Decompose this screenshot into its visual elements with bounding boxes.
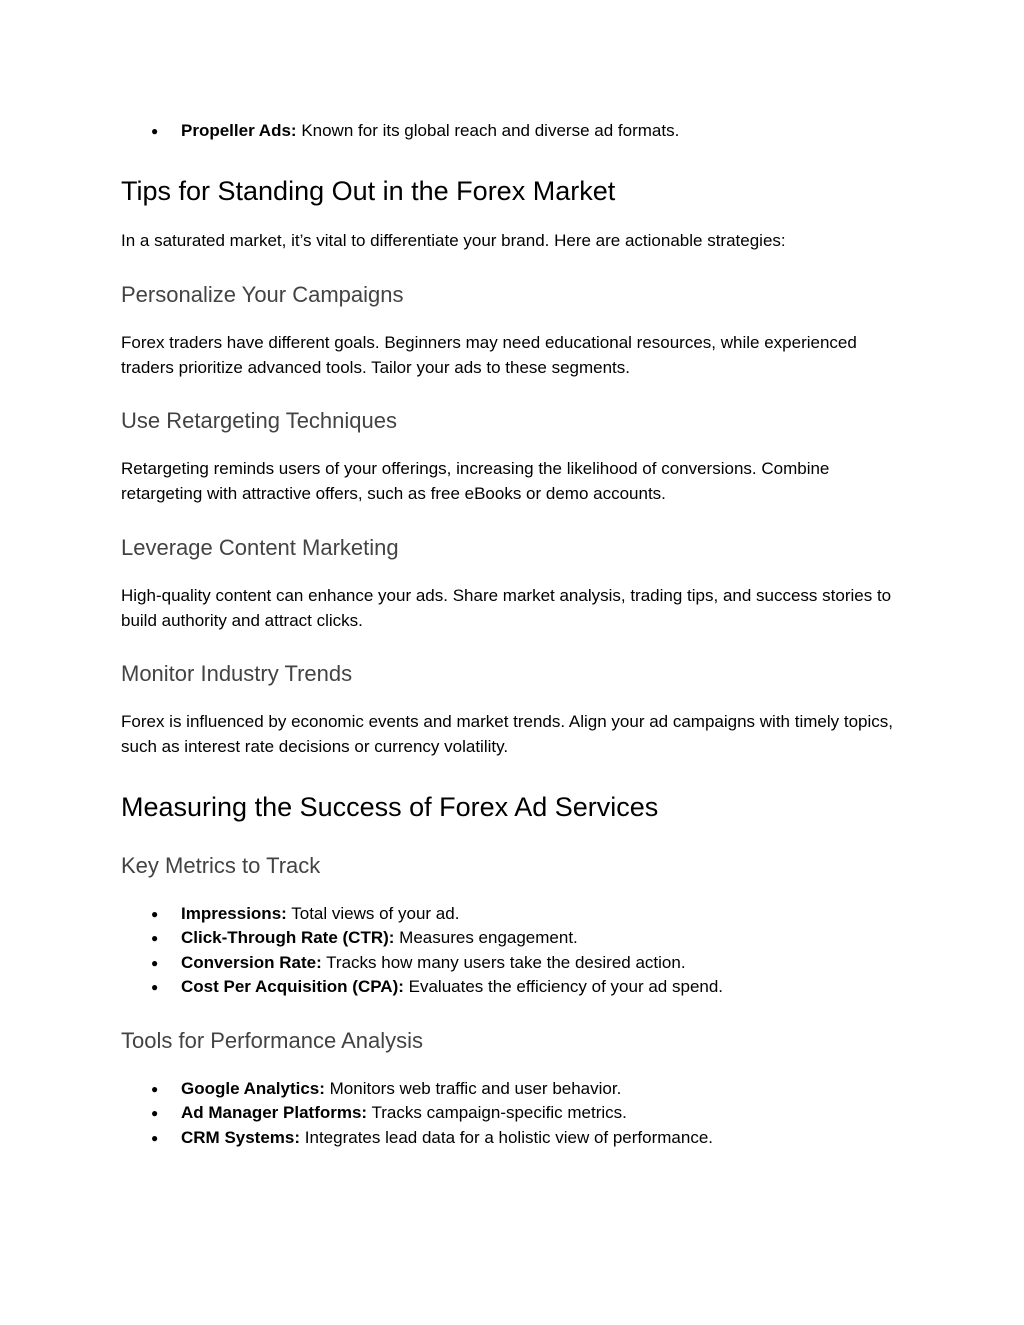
- bullet-icon: ●: [151, 124, 159, 138]
- subsection-heading: Monitor Industry Trends: [121, 661, 353, 686]
- list-item-term: Ad Manager Platforms:: [181, 1103, 368, 1123]
- list-item: [0, 1126, 1024, 1150]
- bullet-icon: ●: [151, 979, 159, 994]
- subsection-body: Forex is influenced by economic events and market trends. Align your ad campaigns with timely topics, such as interest rate decisions or currency volatility.: [121, 712, 893, 756]
- tools-bullet-list: [0, 1077, 1024, 1150]
- bullet-icon: ●: [151, 955, 159, 970]
- list-item: [0, 1077, 1024, 1101]
- section-heading: Measuring the Success of Forex Ad Services: [121, 792, 659, 822]
- list-item: [0, 1101, 1024, 1125]
- list-item-term: Cost Per Acquisition (CPA):: [181, 976, 404, 996]
- list-item: [0, 119, 1024, 143]
- metrics-bullet-list: [0, 902, 1024, 999]
- bullet-icon: ●: [151, 931, 159, 946]
- subsection-body: Forex traders have different goals. Beginners may need educational resources, while experienced traders prioritize advanced tools. Tailor your ads to these segments.: [121, 333, 857, 377]
- subsection-heading: Use Retargeting Techniques: [121, 408, 397, 433]
- section-intro: In a saturated market, it’s vital to differentiate your brand. Here are actionable strategies:: [121, 231, 786, 250]
- list-item-desc: Measures engagement.: [399, 928, 578, 948]
- list-item-desc: Monitors web traffic and user behavior.: [329, 1079, 622, 1098]
- subsection-body: Retargeting reminds users of your offerings, increasing the likelihood of conversions. Combine retargeting with attractive offers, such as free eBooks or demo accounts.: [121, 459, 830, 503]
- subsection-heading: Key Metrics to Track: [121, 853, 321, 878]
- section-heading: Tips for Standing Out in the Forex Market: [121, 176, 616, 206]
- list-item: [0, 902, 1024, 926]
- list-item: [0, 926, 1024, 950]
- list-item-desc: Tracks campaign-specific metrics.: [371, 1103, 627, 1123]
- bullet-icon: ●: [151, 1106, 159, 1121]
- list-item-desc: Total views of your ad.: [291, 904, 460, 923]
- list-item-desc: Integrates lead data for a holistic view of performance.: [304, 1127, 713, 1147]
- list-item-desc: Tracks how many users take the desired action.: [326, 952, 686, 972]
- list-item: [0, 951, 1024, 975]
- list-item-desc: Evaluates the efficiency of your ad spend.: [408, 976, 724, 996]
- list-item-term: Impressions:: [181, 904, 287, 923]
- bullet-icon: ●: [151, 1082, 159, 1096]
- top-bullet-list: [0, 119, 1024, 143]
- bullet-icon: ●: [151, 907, 159, 921]
- list-item-term: Google Analytics:: [181, 1079, 325, 1098]
- subsection-body: High-quality content can enhance your ads. Share market analysis, trading tips, and success stories to build authority and attract clicks.: [121, 586, 892, 630]
- list-item-term: CRM Systems:: [181, 1127, 301, 1147]
- list-item: [0, 975, 1024, 999]
- subsection-heading: Tools for Performance Analysis: [121, 1028, 424, 1053]
- list-item-desc: Known for its global reach and diverse ad formats.: [301, 121, 680, 140]
- bullet-icon: ●: [151, 1130, 159, 1145]
- list-item-term: Conversion Rate:: [181, 952, 322, 972]
- subsection-heading: Leverage Content Marketing: [121, 535, 399, 560]
- list-item-term: Propeller Ads:: [181, 121, 297, 140]
- subsection-heading: Personalize Your Campaigns: [121, 282, 404, 307]
- list-item-term: Click-Through Rate (CTR):: [181, 928, 395, 948]
